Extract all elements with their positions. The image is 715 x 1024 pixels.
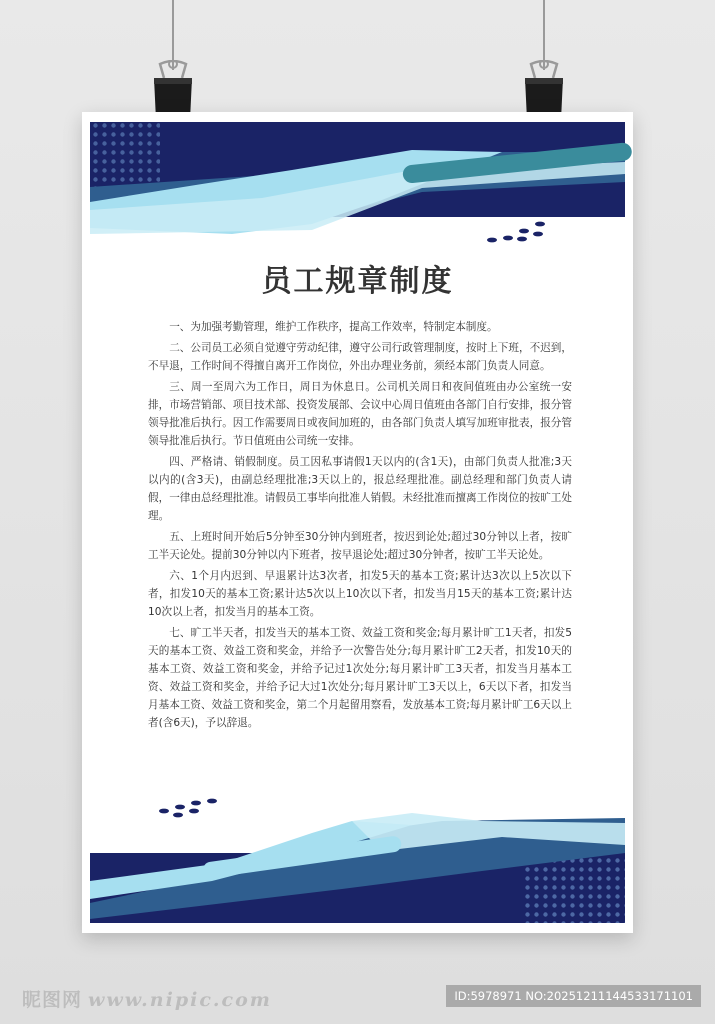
paragraph-1: 一、为加强考勤管理，维护工作秩序，提高工作效率，特制定本制度。	[169, 321, 498, 333]
paragraph-3: 三、周一至周六为工作日，周日为休息日。公司机关周日和夜间值班由办公室统一安排，市场营销部、项目技术部、投资发展部、会议中心周日值班由各部门自行安排，报分管领导批准后执行。因工作需要周日或夜间加班的，由各部门负责人填写加班审批表，报分管领导批准后执行。节日值班由公司统一安排。	[148, 381, 572, 447]
site-watermark	[22, 985, 272, 1012]
paragraph-5: 五、上班时间开始后5分钟至30分钟内到班者，按迟到论处;超过30分钟以上者，按旷工半天论处。提前30分钟以内下班者，按早退论处;超过30分钟者，按旷工半天论处。	[148, 531, 572, 561]
site-name: 昵图网	[22, 989, 83, 1011]
header-decoration	[82, 112, 633, 252]
paragraph-6: 六、1个月内迟到、早退累计达3次者，扣发5天的基本工资;累计达3次以上5次以下者，扣发10天的基本工资;累计达5次以上10次以下者，扣发当月15天的基本工资;累计达10次以上者，扣发当月的基本工资。	[148, 570, 572, 618]
paragraph-4: 四、严格请、销假制度。员工因私事请假1天以内的(含1天)，由部门负责人批准;3天以内的(含3天)，由副总经理批准;3天以上的，报总经理批准。副总经理和部门负责人请假，一律由总经理批准。请假员工事毕向批准人销假。未经批准而擅离工作岗位的按旷工处理。	[148, 456, 572, 522]
poster	[82, 112, 633, 933]
document-title: 员工规章制度	[261, 264, 454, 299]
paragraph-7: 七、旷工半天者，扣发当天的基本工资、效益工资和奖金;每月累计旷工1天者，扣发5天的基本工资、效益工资和奖金，并给予一次警告处分;每月累计旷工2天者，扣发10天的基本工资、效益工资和奖金，并给予记过1次处分;每月累计旷工3天者，扣发当月基本工资、效益工资和奖金，并给予记大过1次处分;每月累计旷工3天以上，6天以下者，扣发当月基本工资、效益工资和奖金，第二个月起留用察看，发放基本工资;每月累计旷工6天以上者(含6天)，予以辞退。	[148, 627, 572, 729]
image-id-label: ID:5978971 NO:20251211144533171101	[446, 985, 701, 1007]
footer-decoration	[82, 793, 633, 933]
site-url: www.nipic.com	[88, 989, 272, 1011]
regulations-body	[148, 318, 572, 735]
paragraph-2: 二、公司员工必须自觉遵守劳动纪律，遵守公司行政管理制度，按时上下班，不迟到，不早退，工作时间不得擅自离开工作岗位，外出办理业务前，须经本部门负责人同意。	[148, 342, 572, 372]
